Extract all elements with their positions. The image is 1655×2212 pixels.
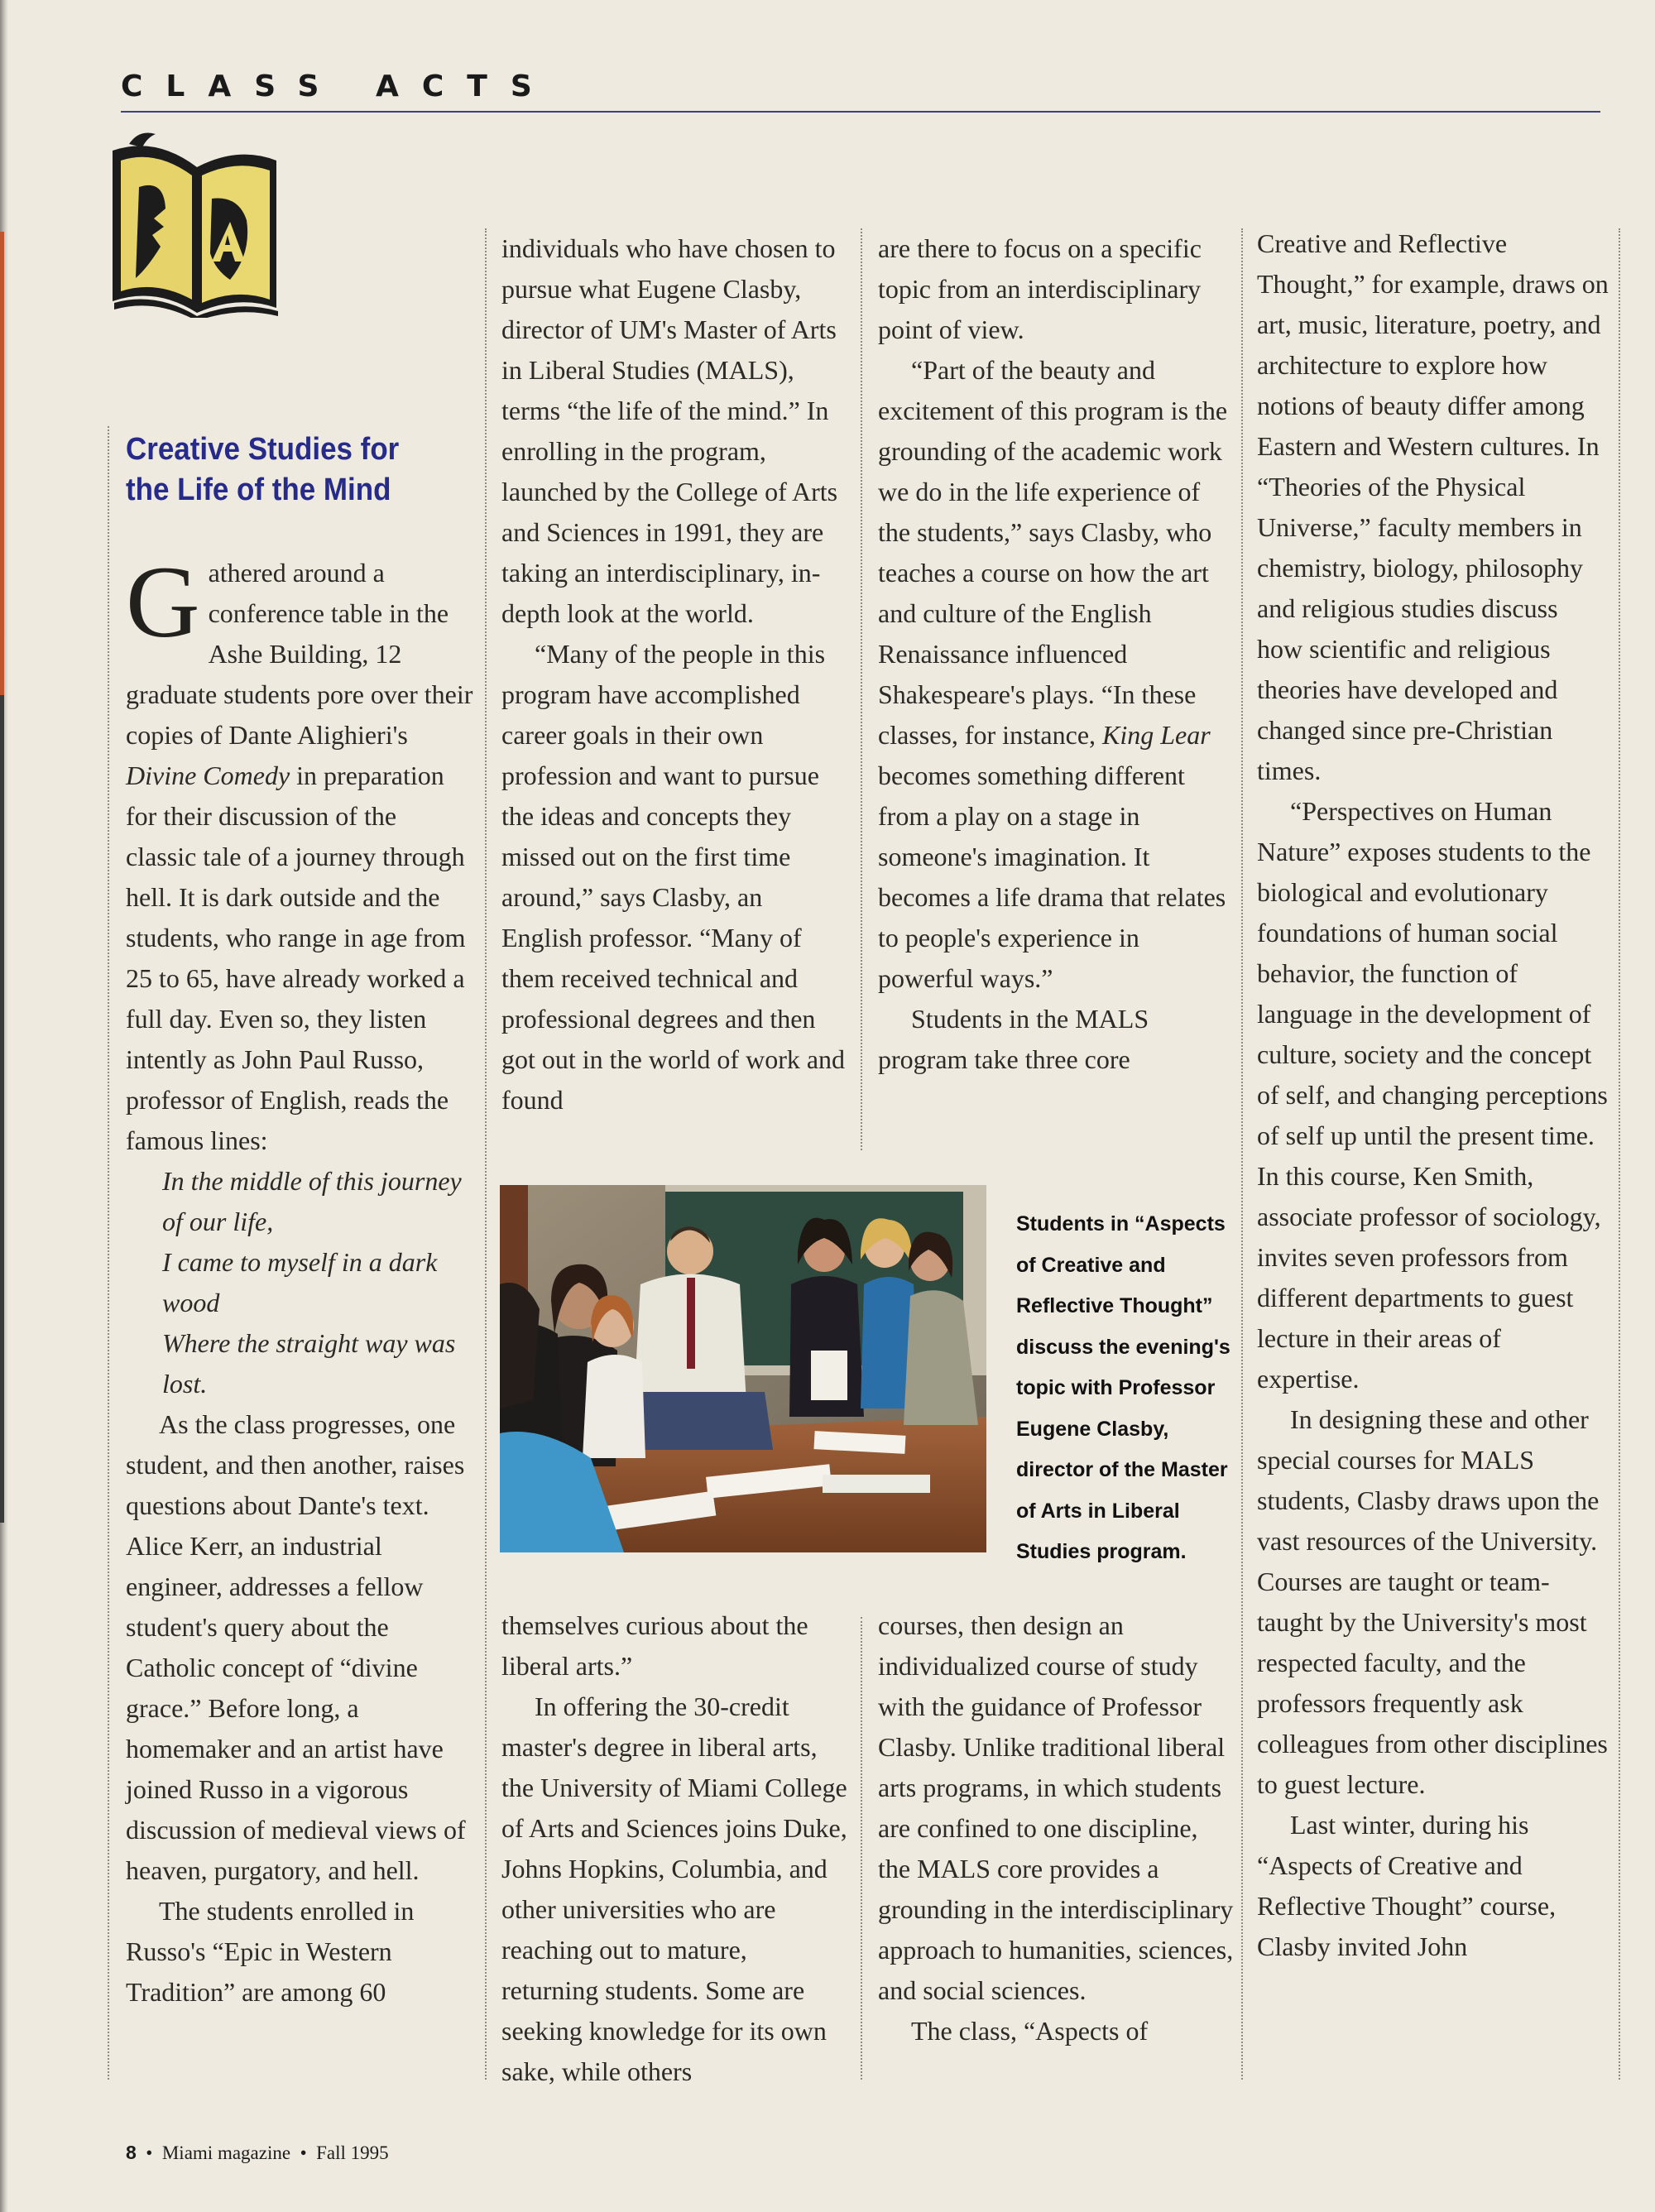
issue-date: Fall 1995	[316, 2142, 389, 2163]
column-rule-2	[485, 228, 487, 2080]
section-title: CLASS ACTS	[121, 70, 555, 103]
body-paragraph: are there to focus on a specific topic from an interdisciplinary point of view.	[878, 233, 1202, 344]
column-rule-3a	[861, 228, 862, 1150]
poem-line: I came to myself in a dark wood	[162, 1247, 438, 1317]
article-headline: Creative Studies for the Life of the Mind	[126, 432, 400, 507]
column-2-bottom	[501, 1605, 849, 2092]
class-photo	[500, 1185, 986, 1552]
column-rule-3b	[861, 1617, 862, 2080]
body-paragraph: Students in the MALS program take three core	[878, 1004, 1149, 1074]
poem-line: In the middle of this journey of our life,	[162, 1166, 462, 1236]
body-paragraph: courses, then design an individualized course of study with the guidance of Professor Clasby. Unlike traditional liberal arts programs, in which students are confined to one discipline, the MALS core provides a grounding in the interdisciplinary approach to humanities, sciences, and social sciences.	[878, 1610, 1234, 2005]
body-paragraph: Creative and Reflective Thought,” for example, draws on art, music, literature, poetry, and architecture to explore how notions of beauty differ among Eastern and Western cultures. In “Theories of the Physical Universe,” faculty members in chemistry, biology, philosophy and religious studies discuss how scientific and religious theories have developed and changed since pre-Christian times.	[1257, 228, 1609, 785]
column-3-bottom	[878, 1605, 1234, 2051]
column-4	[1257, 223, 1609, 1967]
lead-paragraph: Gathered around a conference table in the Ashe Building, 12 graduate students pore over their copies of Dante Alighieri's Divine Comedy in preparation for their discussion of the classic tale of a journey through hell. It is dark outside and the students, who range in age from 25 to 65, have already worked a full day. Even so, they listen intently as John Paul Russo, professor of English, reads the famous lines:	[126, 545, 473, 1155]
body-paragraph: As the class progresses, one student, and then another, raises questions about Dante's text. Alice Kerr, an industrial engineer, addresses a fellow student's query about the Catholic concept of “divine grace.” Before long, a homemaker and an artist have joined Russo in a vigorous discussion of medieval views of heaven, purgatory, and hell.	[126, 1409, 466, 1885]
photo-caption: Students in “Aspects of Creative and Reflective Thought” discuss the evening's topic with Professor Eugene Clasby, director of the Master of Arts in Liberal Studies program.	[1016, 1212, 1230, 1563]
body-paragraph: The class, “Aspects of	[911, 2016, 1149, 2046]
edge-mark-red	[0, 232, 4, 695]
body-paragraph: Last winter, during his “Aspects of Creative and Reflective Thought” course, Clasby invited John	[1257, 1810, 1557, 1961]
page-number: 8	[126, 2142, 137, 2163]
body-paragraph: themselves curious about the liberal arts.”	[501, 1610, 808, 1681]
body-paragraph: The students enrolled in Russo's “Epic in Western Tradition” are among 60	[126, 1896, 415, 2007]
drop-cap: G	[126, 545, 200, 659]
play-title: King Lear	[1102, 720, 1211, 750]
column-rule-1	[108, 426, 109, 2080]
footer-separator: •	[146, 2142, 153, 2163]
body-paragraph: In offering the 30-credit master's degree in liberal arts, the University of Miami College of Arts and Sciences joins Duke, Johns Hopkins, Columbia, and other universities who are reaching out to mature, returning students. Some are seeking knowledge for its own sake, while others	[501, 1691, 847, 2086]
column-1	[126, 545, 473, 2013]
poem-line: Where the straight way was lost.	[162, 1328, 456, 1399]
page-footer	[126, 2142, 389, 2164]
header-rule	[121, 111, 1600, 113]
column-rule-5	[1619, 228, 1620, 2080]
body-paragraph: “Part of the beauty and excitement of this program is the grounding of the academic work we do in the life experience of the students,” says Clasby, who teaches a course on how the art and culture of the English Renaissance influenced Shakespeare's plays. “In these classes, for instance, King Lear becomes something different from a play on a stage in someone's imagination. It becomes a life drama that relates to people's experience in powerful ways.”	[878, 355, 1228, 993]
edge-mark-dark	[0, 695, 4, 1523]
body-paragraph: individuals who have chosen to pursue what Eugene Clasby, director of UM's Master of Arts in Liberal Studies (MALS), terms “the life of the mind.” In enrolling in the program, launched by the College of Arts and Sciences in 1991, they are taking an interdisciplinary, in-depth look at the world.	[501, 233, 838, 628]
class-acts-book-face-icon	[106, 129, 285, 318]
body-paragraph: In designing these and other special courses for MALS students, Clasby draws upon the vast resources of the University. Courses are taught or team-taught by the University's most respected faculty, and the professors frequently ask colleagues from other disciplines to guest lecture.	[1257, 1404, 1608, 1799]
magazine-name: Miami magazine	[161, 2142, 291, 2163]
column-2-top	[501, 228, 849, 1120]
column-rule-4	[1241, 228, 1243, 2080]
body-paragraph: “Perspectives on Human Nature” exposes students to the biological and evolutionary foundations of human social behavior, the function of language in the development of culture, society and the concept of self, and changing perceptions of self up until the present time. In this course, Ken Smith, associate professor of sociology, invites seven professors from different departments to guest lecture in their areas of expertise.	[1257, 796, 1608, 1394]
book-title: Divine Comedy	[126, 761, 290, 790]
footer-separator: •	[300, 2142, 307, 2163]
body-paragraph: “Many of the people in this program have accomplished career goals in their own profession and want to pursue the ideas and concepts they missed out on the first time around,” says Clasby, an English professor. “Many of them received technical and professional degrees and then got out in the world of work and found	[501, 639, 846, 1115]
column-3-top	[878, 228, 1234, 1080]
